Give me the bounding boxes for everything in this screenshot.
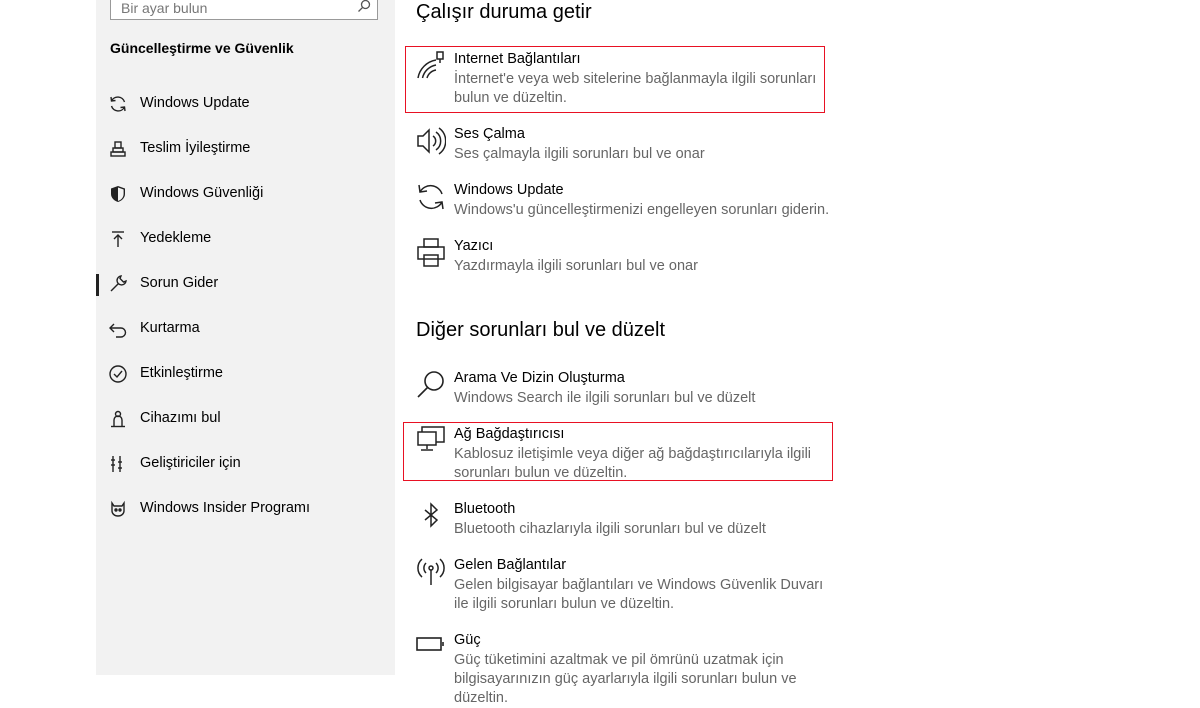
troubleshooter-desc: Güç tüketimini azaltmak ve pil ömrünü uzatmak için bilgisayarınızın güç ayarlarıyla ilgili sorunları bulun ve düzeltin. [454, 652, 797, 706]
search-icon[interactable] [357, 0, 371, 13]
troubleshooter-desc: Windows Search ile ilgili sorunları bul ve düzelt [454, 390, 756, 406]
troubleshooter-title: Ses Çalma [454, 126, 525, 142]
sidebar-item-teslim[interactable] [96, 129, 395, 169]
troubleshooter-title: Ağ Bağdaştırıcısı [454, 426, 565, 442]
sidebar-item-troubleshoot[interactable] [96, 264, 395, 304]
sidebar-item-label: Geliştiriciler için [140, 455, 241, 471]
sidebar-section-title: Güncelleştirme ve Güvenlik [110, 40, 294, 56]
sidebar-item-label: Windows Insider Programı [140, 500, 311, 516]
wrench-icon [108, 274, 128, 294]
sidebar-item-find-device[interactable] [96, 399, 395, 439]
sidebar-item-label: Sorun Gider [140, 275, 219, 291]
troubleshooter-title: Windows Update [454, 182, 564, 198]
highlight-box [405, 46, 825, 113]
search-input[interactable] [110, 0, 378, 20]
sidebar-item-activation[interactable] [96, 354, 395, 394]
troubleshooter-title: Gelen Bağlantılar [454, 557, 567, 573]
refresh-icon [416, 182, 446, 212]
section-heading-other: Diğer sorunları bul ve düzelt [416, 319, 666, 341]
troubleshooter-desc: Ses çalmayla ilgili sorunları bul ve onar [454, 146, 705, 162]
battery-icon [416, 632, 446, 662]
troubleshooter-title: Yazıcı [454, 238, 494, 254]
troubleshooter-desc: Bluetooth cihazlarıyla ilgili sorunları bul ve düzelt [454, 521, 766, 537]
sidebar-item-recovery[interactable] [96, 309, 395, 349]
troubleshooter-desc: Yazdırmayla ilgili sorunları bul ve onar [454, 258, 698, 274]
sidebar-item-label: Kurtarma [140, 320, 200, 336]
troubleshooter-title: Güç [454, 632, 481, 648]
search-placeholder: Bir ayar bulun [121, 0, 208, 16]
sidebar-item-label: Windows Güvenliği [140, 185, 264, 201]
check-circle-icon [108, 364, 128, 384]
search-icon [416, 370, 446, 400]
troubleshooter-title: Internet Bağlantıları [454, 51, 581, 67]
sidebar-item-label: Cihazımı bul [140, 410, 221, 426]
main-content [416, 0, 1200, 706]
developer-icon [108, 454, 128, 474]
antenna-icon [416, 557, 446, 587]
bluetooth-icon [416, 501, 446, 531]
highlight-box [403, 422, 833, 481]
sidebar-item-label: Windows Update [140, 95, 250, 111]
troubleshooter-title: Bluetooth [454, 501, 516, 517]
troubleshooter-desc: İnternet'e veya web sitelerine bağlanmayla ilgili sorunları bulun ve düzeltin. [454, 71, 817, 106]
sidebar-item-developers[interactable] [96, 444, 395, 484]
sidebar [96, 0, 395, 675]
sidebar-item-backup[interactable] [96, 219, 395, 259]
refresh-icon [108, 94, 128, 114]
sidebar-item-security[interactable] [96, 174, 395, 214]
recovery-icon [108, 319, 128, 339]
speaker-icon [416, 126, 446, 156]
sidebar-item-label: Etkinleştirme [140, 365, 223, 381]
sidebar-item-insider[interactable] [96, 489, 395, 529]
section-heading-get-up-running: Çalışır duruma getir [416, 1, 592, 23]
insider-cat-icon [108, 499, 128, 519]
troubleshooter-desc: Gelen bilgisayar bağlantıları ve Windows Güvenlik Duvarı ile ilgili sorunları bulun ve düzeltin. [454, 577, 824, 612]
delivery-icon [108, 139, 128, 159]
person-location-icon [108, 409, 128, 429]
shield-icon [108, 184, 128, 204]
backup-arrow-icon [108, 229, 128, 249]
sidebar-item-label: Yedekleme [140, 230, 212, 246]
selected-indicator [96, 274, 99, 296]
troubleshooter-desc: Windows'u güncelleştirmenizi engelleyen sorunları giderin. [454, 202, 830, 218]
troubleshooter-desc: Kablosuz iletişimle veya diğer ağ bağdaştırıcılarıyla ilgili sorunları bulun ve düzeltin. [454, 446, 812, 481]
sidebar-item-windows-update[interactable] [96, 84, 395, 124]
printer-icon [416, 238, 446, 268]
troubleshooter-title: Arama Ve Dizin Oluşturma [454, 370, 625, 386]
sidebar-item-label: Teslim İyileştirme [140, 140, 251, 156]
